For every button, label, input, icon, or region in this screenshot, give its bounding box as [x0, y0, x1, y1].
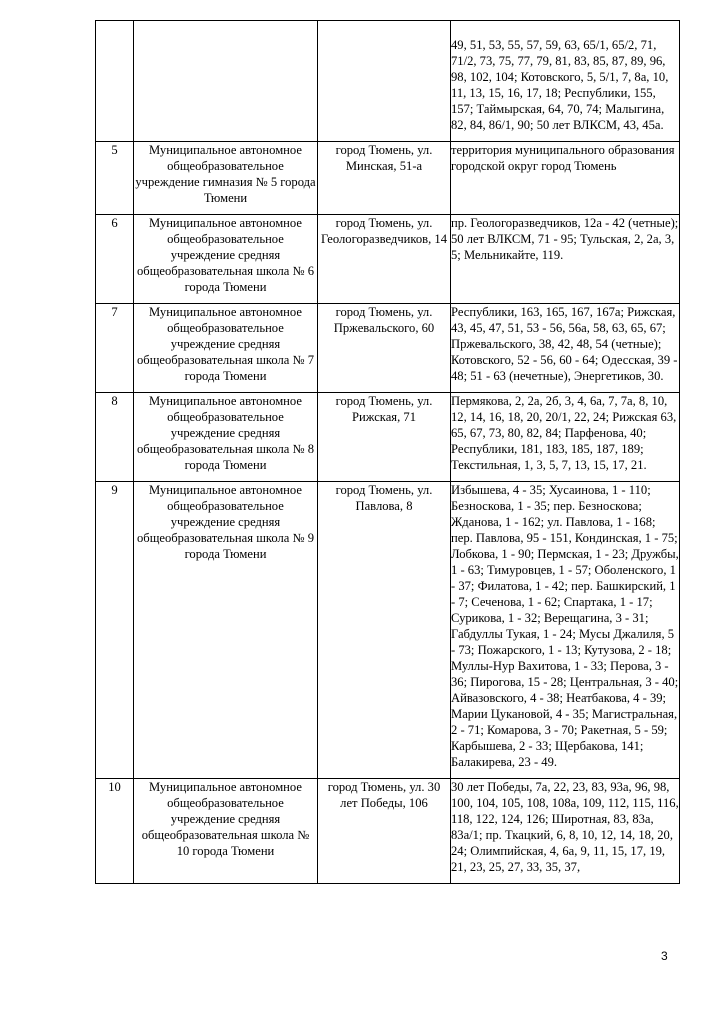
table-row [96, 215, 680, 304]
table-row [96, 482, 680, 779]
row-number: 9 [96, 482, 134, 779]
assigned-territory: Республики, 163, 165, 167, 167а; Рижская, 43, 45, 47, 51, 53 - 56, 56а, 58, 63, 65, 67; Пржевальского, 38, 42, 48, 54 (четные); Котовского, 52 - 56, 60 - 64; Одесская, 39 - 48; 51 - 63 (нечетные), Энергетиков, 30. [451, 304, 680, 393]
school-name [134, 21, 318, 142]
school-name: Муниципальное автономное общеобразовательное учреждение средняя общеобразовательная школа № 10 города Тюмени [134, 779, 318, 884]
school-name: Муниципальное автономное общеобразовательное учреждение средняя общеобразовательная школа № 8 города Тюмени [134, 393, 318, 482]
school-name: Муниципальное автономное общеобразовательное учреждение средняя общеобразовательная школа № 6 города Тюмени [134, 215, 318, 304]
school-address: город Тюмень, ул. Пржевальского, 60 [318, 304, 451, 393]
assigned-territory: 49, 51, 53, 55, 57, 59, 63, 65/1, 65/2, 71, 71/2, 73, 75, 77, 79, 81, 83, 85, 87, 89, 96, 98, 102, 104; Котовского, 5, 5/1, 7, 8а, 10, 11, 13, 15, 16, 17, 18; Республики, 155, 157; Таймырская, 64, 70, 74; Малыгина, 82, 84, 86/1, 90; 50 лет ВЛКСМ, 43, 45а. [451, 21, 680, 142]
assigned-territory: Пермякова, 2, 2а, 2б, 3, 4, 6а, 7, 7а, 8, 10, 12, 14, 16, 18, 20, 20/1, 22, 24; Рижская 63, 65, 67, 73, 80, 82, 84; Парфенова, 40; Республики, 181, 183, 185, 187, 189; Текстильная, 1, 3, 5, 7, 13, 15, 17, 21. [451, 393, 680, 482]
assigned-territory: 30 лет Победы, 7а, 22, 23, 83, 93а, 96, 98, 100, 104, 105, 108, 108а, 109, 112, 115, 116, 118, 122, 124, 126; Широтная, 83, 83а, 83а/1; пр. Ткацкий, 6, 8, 10, 12, 14, 18, 20, 24; Олимпийская, 4, 6а, 9, 11, 15, 17, 19, 21, 23, 25, 27, 33, 35, 37, [451, 779, 680, 884]
table-row [96, 21, 680, 142]
assigned-territory: территория муниципального образования городской округ город Тюмень [451, 142, 680, 215]
school-address: город Тюмень, ул. Минская, 51-а [318, 142, 451, 215]
row-number: 5 [96, 142, 134, 215]
page-number: 3 [661, 949, 668, 963]
row-number: 8 [96, 393, 134, 482]
table-row [96, 142, 680, 215]
table-row [96, 393, 680, 482]
assigned-territory: Избышева, 4 - 35; Хусаинова, 1 - 110; Безноскова, 1 - 35; пер. Безноскова; Жданова, 1 - 162; ул. Павлова, 1 - 168; пер. Павлова, 95 - 151, Кондинская, 1 - 75; Лобкова, 1 - 90; Пермская, 1 - 23; Дружбы, 1 - 63; Тимуровцев, 1 - 57; Оболенского, 1 - 37; Филатова, 1 - 42; пер. Башкирский, 1 - 7; Сеченова, 1 - 62; Спартака, 1 - 17; Сурикова, 1 - 32; Верещагина, 3 - 31; Габдуллы Тукая, 1 - 24; Мусы Джалиля, 5 - 73; Пожарского, 1 - 13; Кутузова, 2 - 18; Муллы-Нур Вахитова, 1 - 33; Перова, 3 - 36; Пирогова, 15 - 28; Центральная, 3 - 40; Айвазовского, 4 - 38; Неатбакова, 4 - 39; Марии Цукановой, 4 - 35; Магистральная, 2 - 71; Комарова, 3 - 70; Ракетная, 5 - 59; Карбышева, 2 - 33; Щербакова, 141; Балакирева, 23 - 49. [451, 482, 680, 779]
school-name: Муниципальное автономное общеобразовательное учреждение гимназия № 5 города Тюмени [134, 142, 318, 215]
row-number: 10 [96, 779, 134, 884]
schools-table [95, 20, 680, 884]
school-address: город Тюмень, ул. Рижская, 71 [318, 393, 451, 482]
row-number [96, 21, 134, 142]
school-address: город Тюмень, ул. Павлова, 8 [318, 482, 451, 779]
row-number: 7 [96, 304, 134, 393]
school-name: Муниципальное автономное общеобразовательное учреждение средняя общеобразовательная школа № 7 города Тюмени [134, 304, 318, 393]
school-address: город Тюмень, ул. Геологоразведчиков, 14 [318, 215, 451, 304]
table-row [96, 304, 680, 393]
row-number: 6 [96, 215, 134, 304]
table-row [96, 779, 680, 884]
assigned-territory: пр. Геологоразведчиков, 12а - 42 (четные); 50 лет ВЛКСМ, 71 - 95; Тульская, 2, 2а, 3, 5; Мельникайте, 119. [451, 215, 680, 304]
school-address: город Тюмень, ул. 30 лет Победы, 106 [318, 779, 451, 884]
school-address [318, 21, 451, 142]
school-name: Муниципальное автономное общеобразовательное учреждение средняя общеобразовательная школа № 9 города Тюмени [134, 482, 318, 779]
